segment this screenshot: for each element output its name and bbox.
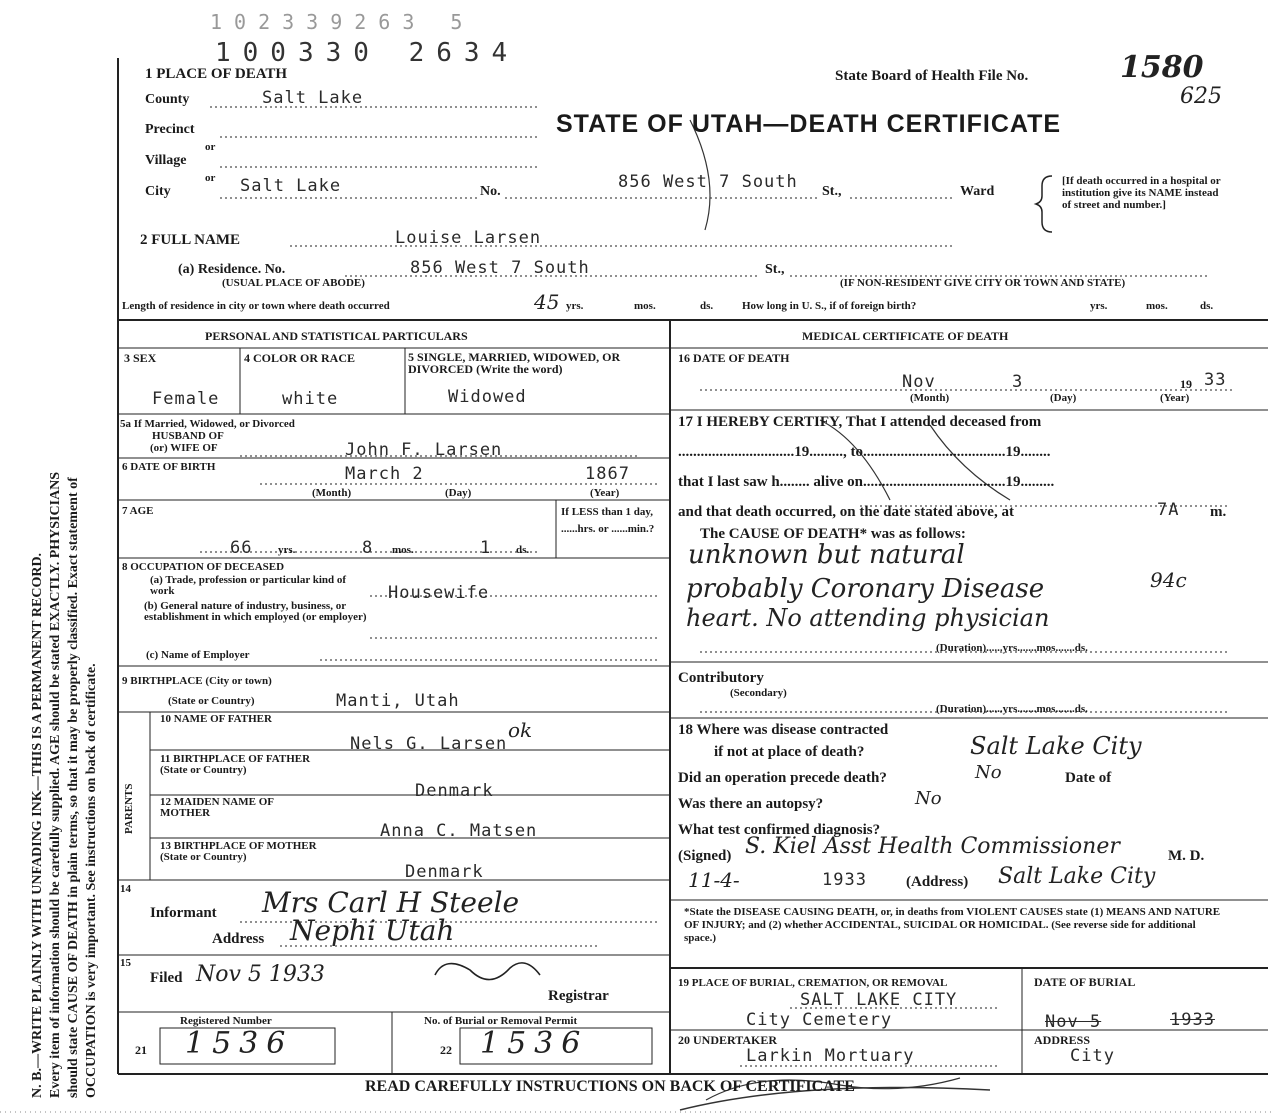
faint-stamp-number: 102339263 5 (210, 10, 475, 34)
sex-label: 3 SEX (124, 351, 157, 365)
dod-day-label: (Day) (1050, 392, 1077, 404)
precinct-label: Precinct (145, 122, 195, 137)
undertaker-label: 20 UNDERTAKER (678, 1033, 778, 1047)
hospital-note: [If death occurred in a hospital or institution give its NAME instead of street and number.] (1062, 175, 1221, 211)
stamp-number: 100330 2634 (215, 38, 520, 68)
sidebar-line-1: N. B.—WRITE PLAINLY WITH UNFADING INK—THIS IS A PERMANENT RECORD. (30, 552, 45, 1098)
contracted-value: Salt Lake City (970, 732, 1142, 760)
age-months-value: 8 (362, 538, 374, 558)
burial-permit-value: 1536 (480, 1026, 589, 1061)
length-value: 45 (534, 290, 560, 314)
city-value: Salt Lake (240, 176, 342, 196)
no-label: No. (480, 184, 501, 199)
father-birthplace-value: Denmark (415, 781, 494, 801)
cause-line-3: heart. No attending physician (686, 604, 1050, 632)
file-no-label: State Board of Health File No. (835, 68, 1029, 84)
cause-label: The CAUSE OF DEATH* was as follows: (700, 526, 966, 542)
filed-value: Nov 5 1933 (196, 962, 325, 987)
father-note: ok (508, 718, 533, 742)
burial-place-label: 19 PLACE OF BURIAL, CREMATION, OR REMOVAL (678, 977, 948, 989)
burial-date-label: DATE OF BURIAL (1034, 975, 1136, 989)
residence-label: (a) Residence. No. (178, 262, 286, 277)
birthplace-value: Manti, Utah (336, 691, 460, 711)
cemetery-value: City Cemetery (746, 1010, 893, 1030)
filed-label: Filed (150, 970, 183, 986)
street-suffix-label: St., (822, 184, 842, 199)
sidebar-line-4: OCCUPATION is very important. See instructions on back of certificate. (84, 663, 99, 1098)
length-mos: mos. (634, 300, 656, 312)
spouse-label-a: 5a If Married, Widowed, or Divorced (120, 418, 295, 430)
md-label: M. D. (1168, 848, 1205, 864)
burial-date-value: Nov 5 (1045, 1012, 1102, 1032)
personal-header: PERSONAL AND STATISTICAL PARTICULARS (205, 329, 468, 343)
cause-line-1: unknown but natural (688, 540, 965, 570)
occupation-b-label: (b) General nature of industry, business, or establishment in which employed (or employer) (144, 600, 367, 623)
residence-st-label: St., (765, 262, 785, 277)
occupation-value: Housewife (388, 583, 490, 603)
occupation-label: 8 OCCUPATION OF DECEASED (122, 561, 285, 573)
informant-label: Informant (150, 905, 217, 921)
certify-label: 17 I HEREBY CERTIFY, That I attended deceased from (678, 414, 1042, 430)
us-label: How long in U. S., if of foreign birth? (742, 300, 917, 312)
date-of-death-label: 16 DATE OF DEATH (678, 351, 790, 365)
signed-address-label: (Address) (906, 874, 969, 890)
father-birthplace-label: 11 BIRTHPLACE OF FATHER (State or Country) (160, 753, 311, 776)
full-name-value: Louise Larsen (395, 228, 542, 248)
age-yrs-label: yrs. (278, 544, 296, 556)
dod-year-value: 33 (1204, 370, 1227, 390)
age-years-value: 66 (230, 538, 253, 558)
death-time-value: 7A (1157, 500, 1180, 520)
informant-address-value: Nephi Utah (290, 914, 455, 947)
marital-label: 5 SINGLE, MARRIED, WIDOWED, OR DIVORCED (Write the word) (408, 350, 621, 376)
or-2: or (205, 172, 216, 184)
age-label: 7 AGE (122, 505, 154, 517)
registered-number-label: Registered Number (180, 1015, 272, 1027)
mother-label: 12 MAIDEN NAME OF MOTHER (160, 796, 274, 819)
registrar-label: Registrar (548, 988, 609, 1004)
or-1: or (205, 141, 216, 153)
undertaker-address-label: ADDRESS (1034, 1033, 1091, 1047)
signed-value: S. Kiel Asst Health Commissioner (745, 834, 1120, 859)
burial-permit-label: No. of Burial or Removal Permit (424, 1015, 578, 1027)
file-no-value: 1580 (1120, 50, 1204, 85)
test-label: What test confirmed diagnosis? (678, 822, 881, 838)
mother-birthplace-value: Denmark (405, 862, 484, 882)
father-value: Nels G. Larsen (350, 734, 508, 754)
less-than-label: If LESS than 1 day, ......hrs. or ......min.? (561, 506, 655, 535)
sidebar-line-3: should state CAUSE OF DEATH in plain terms, so that it may be properly classified. Exact statement of (66, 477, 81, 1098)
autopsy-value: No (915, 788, 942, 809)
footer-instructions: READ CAREFULLY INSTRUCTIONS ON BACK OF CERTIFICATE (365, 1078, 855, 1095)
file-no-extra: 625 (1180, 84, 1222, 109)
date-of-label: Date of (1065, 770, 1112, 786)
duration-line-2: (Duration)......yrs.......mos.......ds. (936, 703, 1088, 715)
autopsy-label: Was there an autopsy? (678, 796, 824, 812)
contracted-label: 18 Where was disease contracted (678, 722, 889, 738)
informant-address-label: Address (212, 931, 265, 947)
county-value: Salt Lake (262, 88, 364, 108)
death-occurred-label: and that death occurred, on the date stated above, at (678, 504, 1014, 520)
footnote: *State the DISEASE CAUSING DEATH, or, in deaths from VIOLENT CAUSES state (1) MEANS AND NATURE OF INJURY; and (2) whether ACCIDENTAL, SUICIDAL OR HOMICIDAL. (See reverse side for additional space.) (684, 906, 1221, 944)
operation-label: Did an operation precede death? (678, 770, 887, 786)
place-of-death-heading: 1 PLACE OF DEATH (145, 66, 288, 82)
ward-label: Ward (960, 184, 995, 199)
certificate-title: STATE OF UTAH—DEATH CERTIFICATE (556, 110, 1062, 138)
dob-day-label: (Day) (445, 487, 472, 499)
dod-year-label: (Year) (1160, 392, 1190, 404)
color-label: 4 COLOR OR RACE (244, 351, 356, 365)
age-ds-label: ds. (516, 544, 530, 556)
signed-label: (Signed) (678, 848, 732, 864)
last-saw-line: that I last saw h........ alive on......................................19......... (678, 474, 1055, 490)
nonresident-note: (IF NON-RESIDENT GIVE CITY OR TOWN AND STATE) (840, 277, 1126, 289)
mother-value: Anna C. Matsen (380, 821, 538, 841)
dod-day-value: 3 (1012, 372, 1024, 392)
medical-header: MEDICAL CERTIFICATE OF DEATH (802, 329, 1009, 343)
signed-address-value: Salt Lake City (998, 864, 1156, 889)
secondary-label: (Secondary) (730, 687, 787, 699)
marital-value: Widowed (448, 387, 527, 407)
spouse-label-c: (or) WIFE OF (150, 442, 218, 454)
dob-year-value: 1867 (585, 464, 630, 484)
burial-place-value: SALT LAKE CITY (800, 990, 958, 1010)
dob-month-label: (Month) (312, 487, 352, 499)
burial-year-value: 1933 (1170, 1010, 1215, 1030)
us-mos: mos. (1146, 300, 1168, 312)
spouse-value: John F. Larsen (345, 440, 503, 460)
length-ds: ds. (700, 300, 714, 312)
dob-label: 6 DATE OF BIRTH (122, 461, 216, 473)
cause-code: 94c (1150, 568, 1187, 592)
full-name-label: 2 FULL NAME (140, 232, 241, 248)
city-label: City (145, 184, 171, 199)
length-yrs: yrs. (566, 300, 584, 312)
undertaker-address-value: City (1070, 1046, 1115, 1066)
dod-month-value: Nov (902, 372, 936, 392)
operation-value: No (975, 762, 1002, 783)
duration-line-1: (Duration)......yrs.......mos.......ds. (936, 642, 1088, 654)
color-value: white (282, 389, 339, 409)
birthplace-label: 9 BIRTHPLACE (City or town) (122, 675, 272, 687)
cause-line-2: probably Coronary Disease (686, 574, 1045, 604)
dob-year-label: (Year) (590, 487, 620, 499)
dob-month-value: March 2 (345, 464, 424, 484)
occupation-c-label: (c) Name of Employer (146, 649, 250, 661)
mother-birthplace-label: 13 BIRTHPLACE OF MOTHER (State or Country) (160, 840, 317, 863)
age-mos-label: mos. (392, 544, 414, 556)
spouse-label-b: HUSBAND OF (152, 430, 224, 442)
abode-note: (USUAL PLACE OF ABODE) (222, 277, 365, 289)
residence-value: 856 West 7 South (410, 258, 590, 278)
father-label: 10 NAME OF FATHER (160, 713, 272, 725)
length-label: Length of residence in city or town where death occurred (122, 300, 390, 312)
sex-value: Female (152, 389, 220, 409)
us-yrs: yrs. (1090, 300, 1108, 312)
occupation-a-label: (a) Trade, profession or particular kind of work (150, 574, 347, 597)
dod-month-label: (Month) (910, 392, 950, 404)
contributory-label: Contributory (678, 670, 764, 686)
signed-year-value: 1933 (822, 870, 867, 890)
us-ds: ds. (1200, 300, 1214, 312)
village-label: Village (145, 153, 187, 168)
sidebar-line-2: Every item of information should be carefully supplied. AGE should be stated EXACTLY. PHYSICIANS (48, 471, 63, 1098)
birthplace-sub-label: (State or Country) (168, 695, 255, 707)
county-label: County (145, 92, 190, 107)
signed-date-value: 11-4- (688, 868, 740, 892)
registered-number-value: 1536 (185, 1026, 294, 1061)
informant-value: Mrs Carl H Steele (262, 886, 520, 919)
parents-label: PARENTS (123, 783, 135, 834)
street-value: 856 West 7 South (618, 172, 798, 192)
contracted-label-2: if not at place of death? (714, 744, 865, 760)
age-days-value: 1 (480, 538, 492, 558)
undertaker-value: Larkin Mortuary (746, 1046, 915, 1066)
